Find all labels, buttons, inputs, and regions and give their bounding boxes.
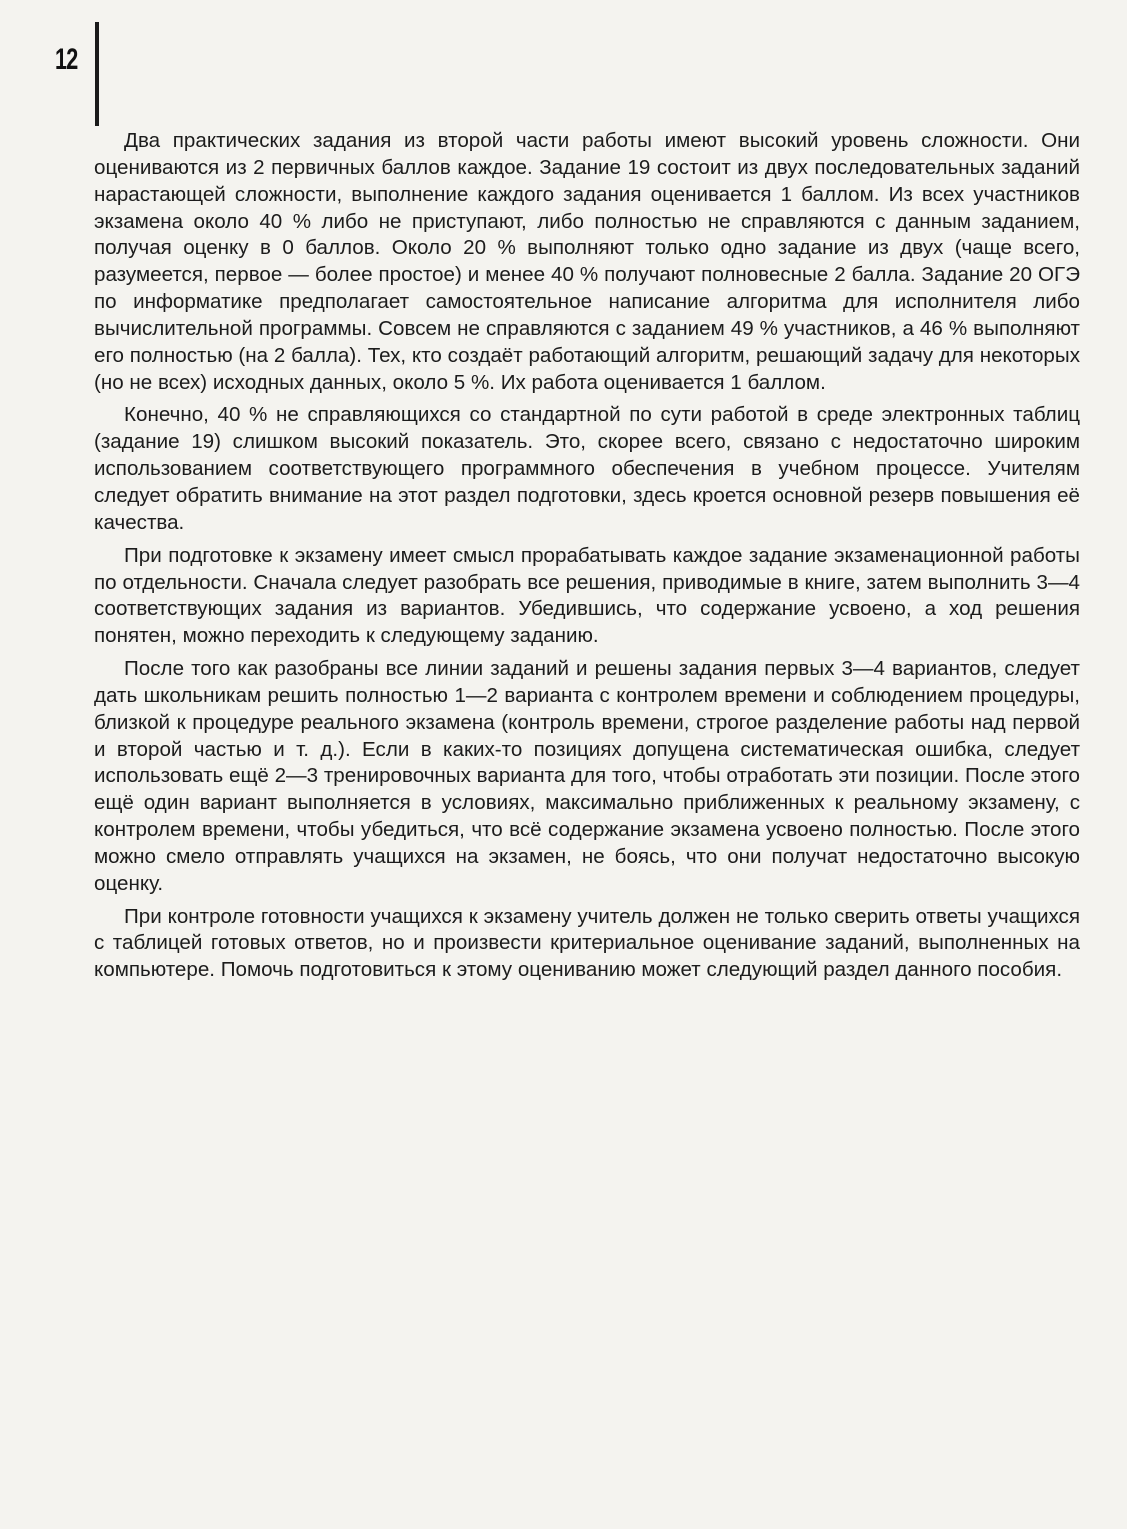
body-text	[94, 128, 1080, 990]
paragraph-2: Конечно, 40 % не справляющихся со стандартной по сути работой в среде электронных таблиц (задание 19) слишком высокий показатель. Это, скорее всего, связано с недостаточно широким использованием соответствующего программного обеспечения в учебном процессе. Учителям следует обратить внимание на этот раздел подготовки, здесь кроется основной резерв повышения её качества.	[94, 403, 1080, 534]
margin-rule	[95, 22, 99, 126]
paragraph-3: При подготовке к экзамену имеет смысл прорабатывать каждое задание экзаменационной работы по отдельности. Сначала следует разобрать все решения, приводимые в книге, затем выполнить 3—4 соответствующих задания из вариантов. Убедившись, что содержание усвоено, а ход решения понятен, можно переходить к следующему заданию.	[94, 543, 1080, 648]
page-number: 12	[55, 43, 78, 76]
paragraph-4: После того как разобраны все линии заданий и решены задания первых 3—4 вариантов, следует дать школьникам решить полностью 1—2 варианта с контролем времени и соблюдением процедуры, близкой к процедуре реального экзамена (контроль времени, строгое разделение работы над первой и второй частью и т. д.). Если в каких-то позициях допущена систематическая ошибка, следует использовать ещё 2—3 тренировочных варианта для того, чтобы отработать эти позиции. После этого ещё один вариант выполняется в условиях, максимально приближенных к реальному экзамену, с контролем времени, чтобы убедиться, что всё содержание экзамена усвоено полностью. После этого можно смело отправлять учащихся на экзамен, не боясь, что они получат недостаточно высокую оценку.	[94, 657, 1080, 895]
paragraph-1: Два практических задания из второй части работы имеют высокий уровень сложности. Они оцениваются из 2 первичных баллов каждое. Задание 19 состоит из двух последовательных заданий нарастающей сложности, выполнение каждого задания оценивается 1 баллом. Из всех участников экзамена около 40 % либо не приступают, либо полностью не справляются с данным заданием, получая оценку в 0 баллов. Около 20 % выполняют только одно задание из двух (чаще всего, разумеется, первое — более простое) и менее 40 % получают полновесные 2 балла. Задание 20 ОГЭ по информатике предполагает самостоятельное написание алгоритма для исполнителя либо вычислительной программы. Совсем не справляются с заданием 49 % участников, а 46 % выполняют его полностью (на 2 балла). Тех, кто создаёт работающий алгоритм, решающий задачу для некоторых (но не всех) исходных данных, около 5 %. Их работа оценивается 1 баллом.	[94, 129, 1080, 394]
paragraph-5: При контроле готовности учащихся к экзамену учитель должен не только сверить ответы учащихся с таблицей готовых ответов, но и произвести критериальное оценивание заданий, выполненных на компьютере. Помочь подготовиться к этому оцениванию может следующий раздел данного пособия.	[94, 904, 1080, 982]
